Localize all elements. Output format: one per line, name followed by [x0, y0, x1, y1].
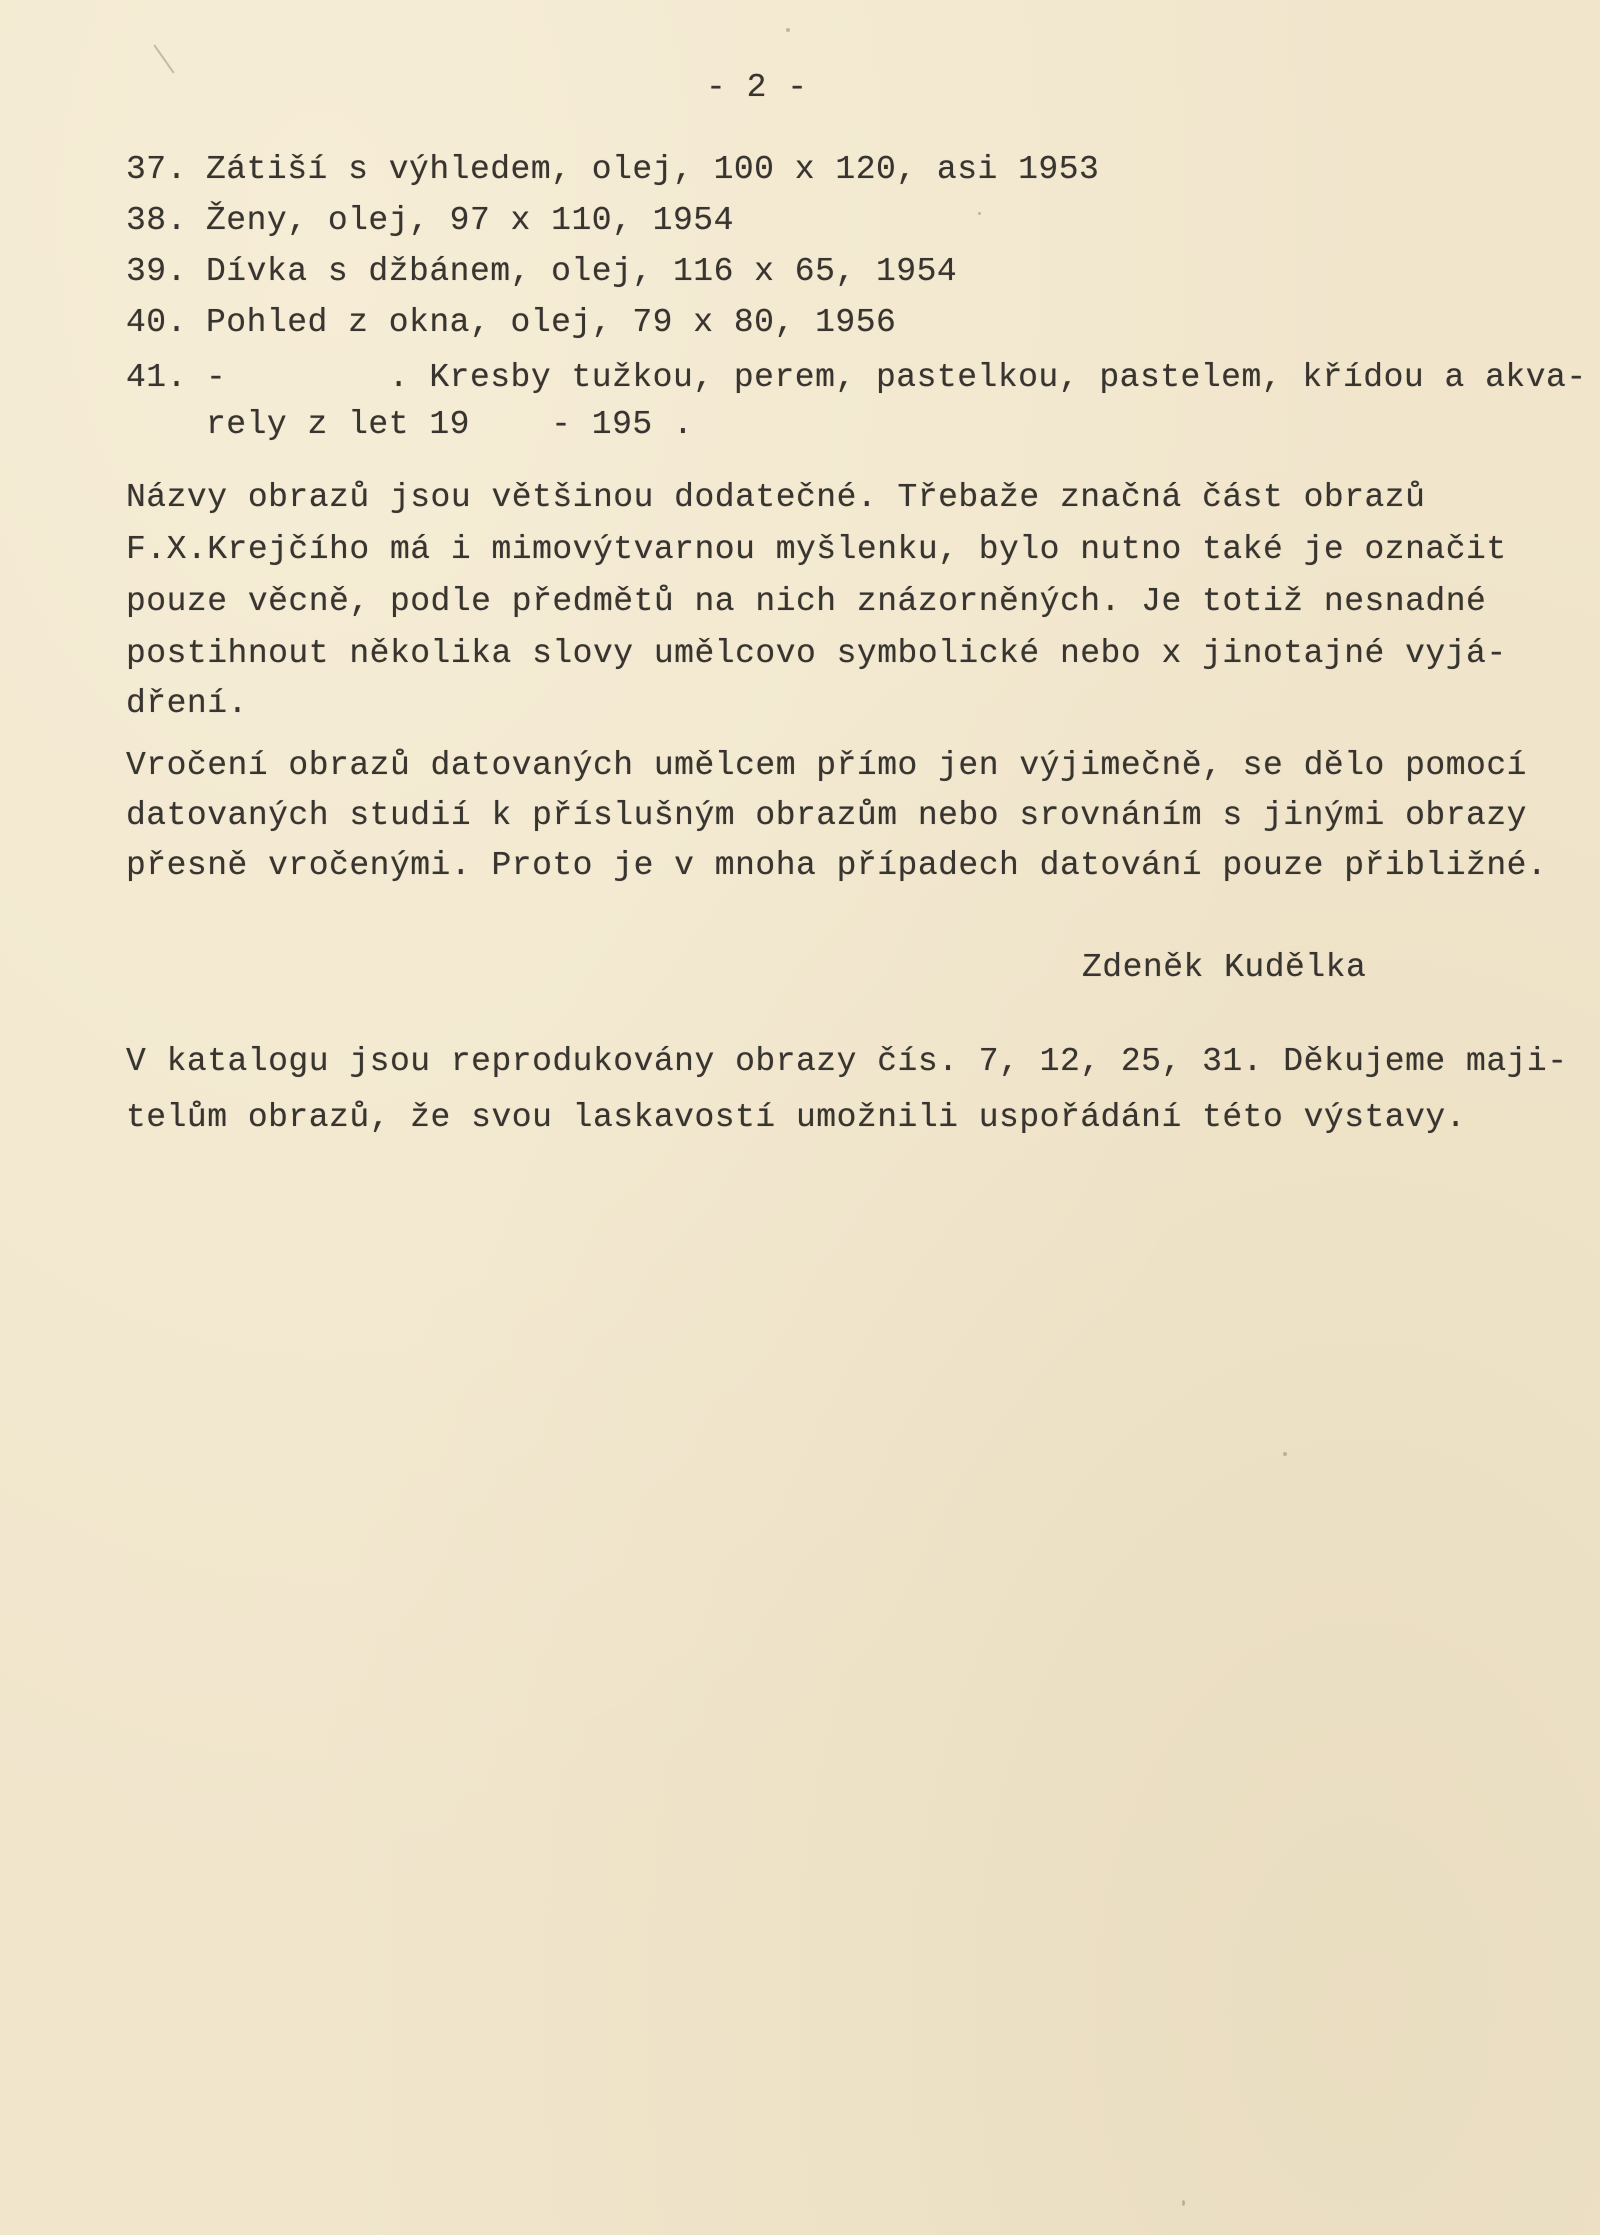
- note-line: přesně vročenými. Proto je v mnoha případech datování pouze přibližné.: [126, 847, 1548, 884]
- note-line: postihnout několika slovy umělcovo symbolické nebo x jinotajné vyjá-: [126, 635, 1507, 672]
- catalog-entry-continuation: rely z let 19 - 195 .: [206, 406, 694, 443]
- note-line: dření.: [126, 685, 248, 722]
- closing-line: V katalogu jsou reprodukovány obrazy čís. 7, 12, 25, 31. Děkujeme maji-: [126, 1043, 1568, 1080]
- catalog-entry-number: 38.: [126, 202, 187, 239]
- catalog-entry-text: Ženy, olej, 97 x 110, 1954: [206, 202, 734, 239]
- note-line: datovaných studií k příslušným obrazům nebo srovnáním s jinými obrazy: [126, 797, 1527, 834]
- paper-speck: [786, 28, 790, 32]
- pencil-mark: [153, 45, 174, 74]
- signature: Zdeněk Kudělka: [1082, 949, 1367, 986]
- paper-speck: [978, 212, 981, 215]
- paper-speck: [1283, 1452, 1287, 1456]
- catalog-entry-text: Zátiší s výhledem, olej, 100 x 120, asi 1953: [206, 151, 1100, 188]
- note-line: Názvy obrazů jsou většinou dodatečné. Třebaže značná část obrazů: [126, 479, 1426, 516]
- catalog-entry-number: 39.: [126, 253, 187, 290]
- catalog-entry-text: Dívka s džbánem, olej, 116 x 65, 1954: [206, 253, 958, 290]
- page-number: - 2 -: [706, 69, 808, 106]
- note-line: F.X.Krejčího má i mimovýtvarnou myšlenku, bylo nutno také je označit: [126, 531, 1507, 568]
- note-line: pouze věcně, podle předmětů na nich znázorněných. Je totiž nesnadné: [126, 583, 1487, 620]
- catalog-entry-number: 37.: [126, 151, 187, 188]
- closing-line: telům obrazů, že svou laskavostí umožnili uspořádání této výstavy.: [126, 1099, 1467, 1136]
- catalog-entry-number: 41.: [126, 359, 187, 396]
- paper-speck: [1182, 2200, 1185, 2206]
- catalog-entry-number: 40.: [126, 304, 187, 341]
- catalog-entry-text: - . Kresby tužkou, perem, pastelkou, pastelem, křídou a akva-: [206, 359, 1587, 396]
- note-line: Vročení obrazů datovaných umělcem přímo jen výjimečně, se dělo pomocí: [126, 747, 1527, 784]
- catalog-entry-text: Pohled z okna, olej, 79 x 80, 1956: [206, 304, 897, 341]
